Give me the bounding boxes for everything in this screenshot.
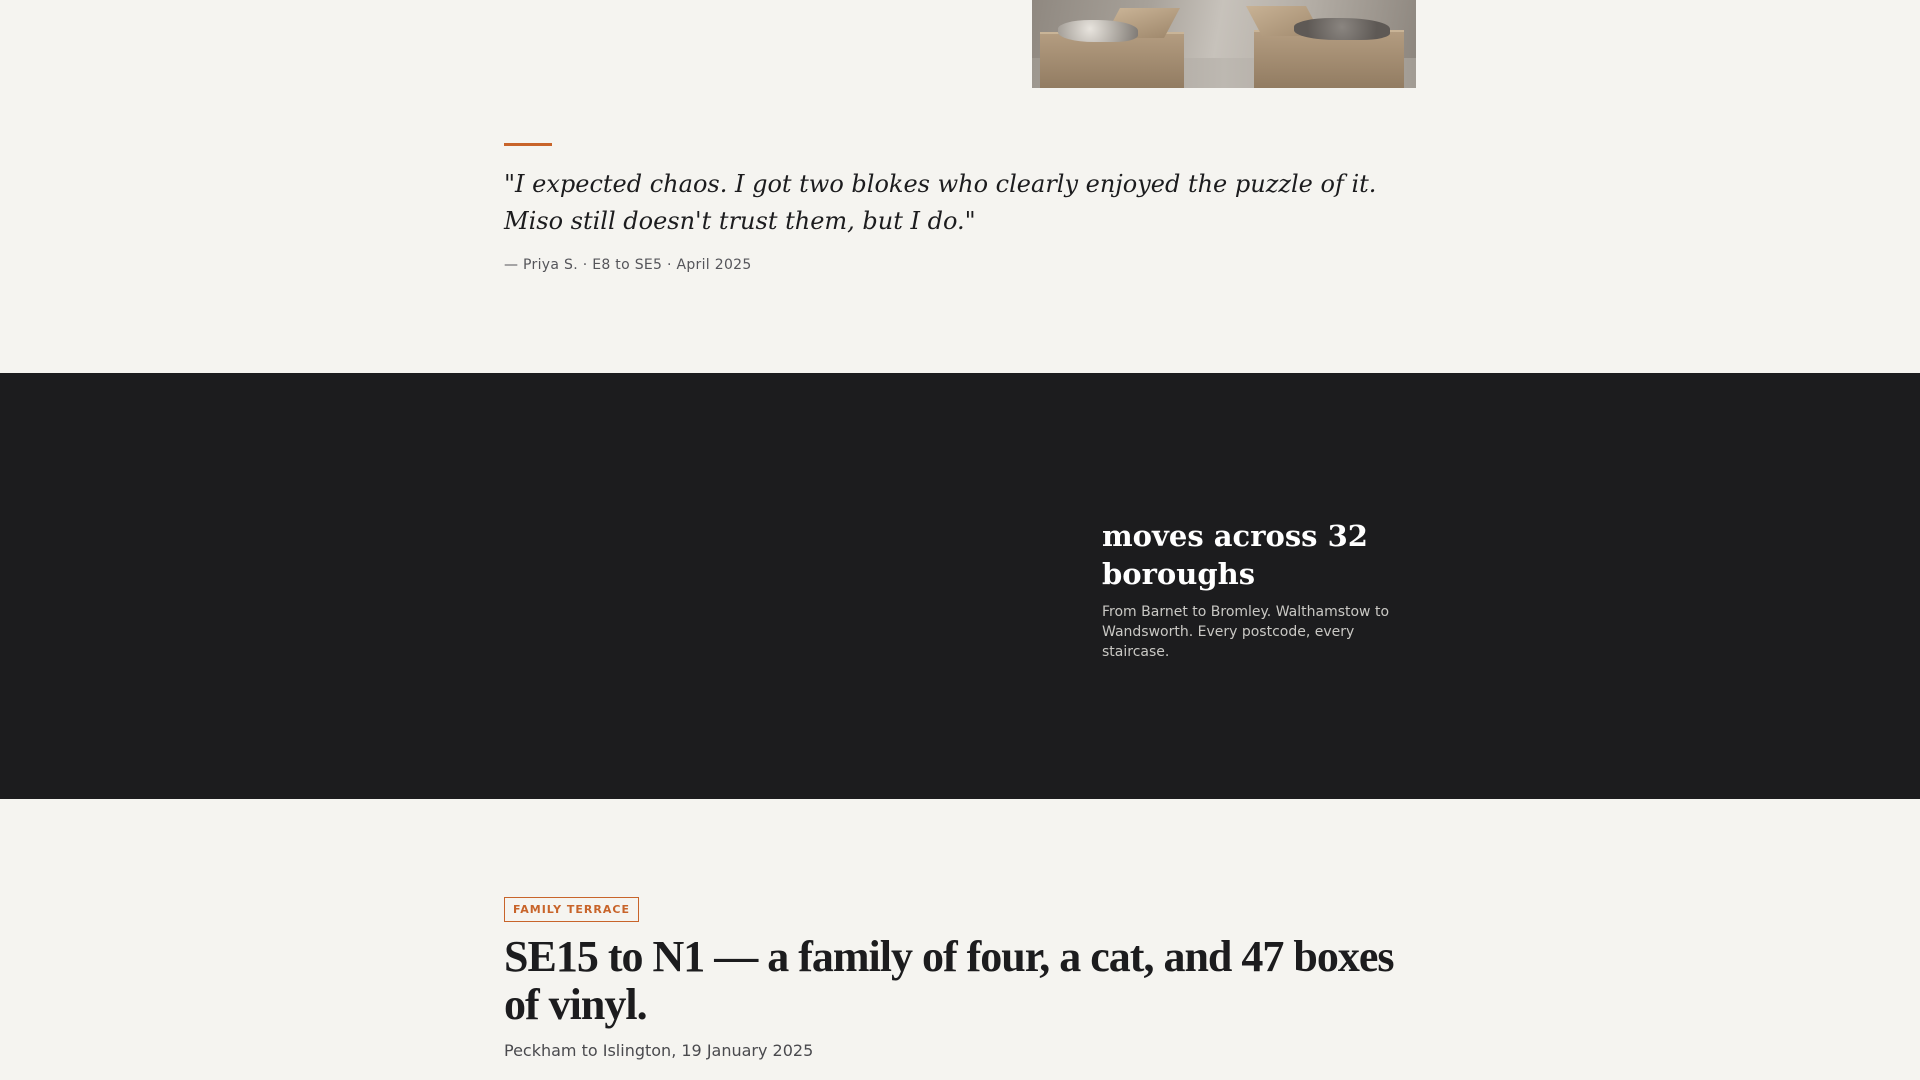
testimonial-quote: "I expected chaos. I got two blokes who clearly enjoyed the puzzle of it. Miso still doesn't trust them, but I do." [504, 170, 1377, 235]
testimonial-attribution: — Priya S. · E8 to SE5 · April 2025 [504, 257, 752, 273]
stat-description: From Barnet to Bromley. Walthamstow to Wandsworth. Every postcode, every staircase. [1102, 604, 1390, 660]
packing-paper [1294, 18, 1390, 40]
cardboard-box-left [1040, 32, 1184, 88]
stats-band [0, 373, 1920, 799]
case-study-subline: Peckham to Islington, 19 January 2025 [504, 1041, 814, 1060]
category-tag: FAMILY TERRACE [504, 897, 639, 922]
case-study-headline[interactable]: SE15 to N1 — a family of four, a cat, and 47 boxes of vinyl. [504, 932, 1394, 1029]
moving-boxes-photo [1032, 0, 1416, 88]
packing-paper [1058, 20, 1138, 42]
cardboard-box-right [1254, 30, 1404, 88]
stat-title: moves across 32 boroughs [1102, 519, 1368, 591]
quote-accent-rule [504, 143, 552, 146]
